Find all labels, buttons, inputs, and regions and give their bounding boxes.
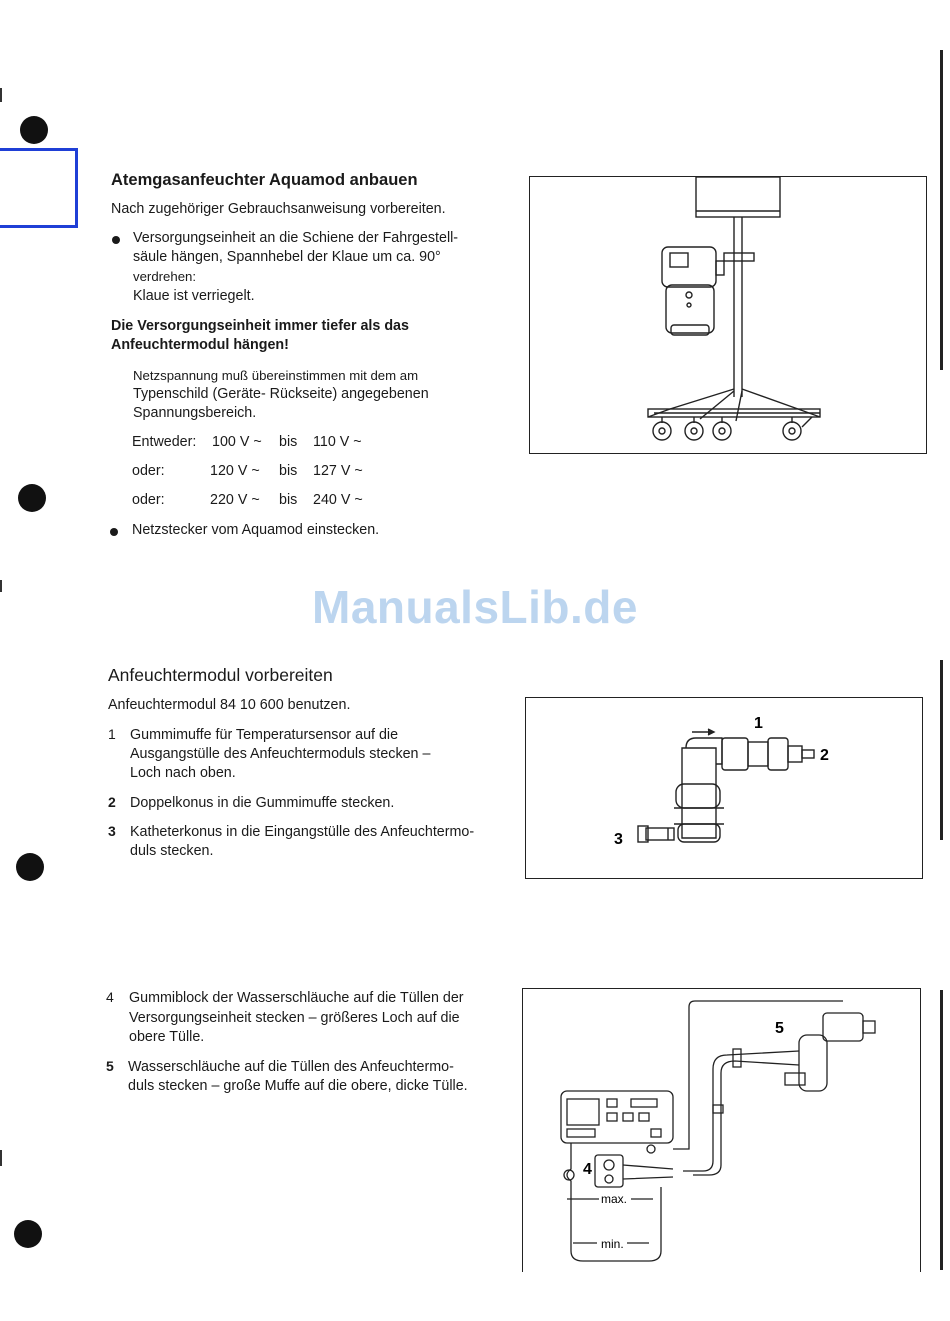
callout-1: 1 (754, 715, 763, 732)
step-number: 2 (108, 794, 116, 810)
voltage-bis: bis (279, 434, 298, 450)
figure-humidifier-module (525, 697, 923, 879)
result-line: Klaue ist verriegelt. (133, 288, 255, 304)
voltage-from: 120 V ~ (210, 463, 260, 479)
callout-4: 4 (583, 1161, 592, 1178)
margin-punch-hole (14, 1220, 42, 1248)
intro-text: Nach zugehöriger Gebrauchsanweisung vorbereiten. (111, 201, 446, 217)
warning-line: Anfeuchtermodul hängen! (111, 337, 289, 353)
margin-mark (0, 1150, 2, 1166)
intro-text: Anfeuchtermodul 84 10 600 benutzen. (108, 697, 351, 713)
note-line: Netzspannung muß übereinstimmen mit dem am (133, 368, 419, 383)
trolley-illustration (530, 177, 926, 453)
page-edge-bar (940, 660, 943, 840)
voltage-to: 110 V ~ (313, 434, 362, 450)
step-line: Katheterkonus in die Eingangstülle des Anfeuchtermo- (130, 824, 475, 840)
step-number: 1 (108, 726, 116, 742)
section-title-module: Anfeuchtermodul vorbereiten (108, 665, 333, 685)
step-line: Ausgangstülle des Anfeuchtermoduls stecken – (130, 746, 431, 762)
callout-5: 5 (775, 1020, 784, 1037)
note-line: Typenschild (Geräte- Rückseite) angegebenen (133, 386, 429, 402)
callout-3: 3 (614, 831, 623, 848)
step-line: duls stecken. (130, 843, 214, 859)
step-line: Loch nach oben. (130, 765, 236, 781)
step-line: Versorgungseinheit stecken – größeres Loch auf die (129, 1010, 460, 1026)
voltage-to: 127 V ~ (313, 463, 363, 479)
step-line: Wasserschläuche auf die Tüllen des Anfeuchtermo- (128, 1059, 454, 1075)
margin-punch-hole (16, 853, 44, 881)
watermark: ManualsLib.de (312, 581, 638, 633)
min-mark-label: min. (601, 1237, 624, 1251)
module-illustration (526, 698, 922, 878)
voltage-to: 240 V ~ (313, 492, 363, 508)
voltage-label: oder: (132, 463, 165, 479)
callout-2: 2 (820, 747, 829, 764)
highlight-frame (0, 148, 78, 228)
step-line: Doppelkonus in die Gummimuffe stecken. (130, 795, 395, 811)
voltage-bis: bis (279, 492, 298, 508)
instruction-line: säule hängen, Spannhebel der Klaue um ca. 90° (133, 249, 441, 265)
step-line: obere Tülle. (129, 1029, 205, 1045)
section-title-aquamod: Atemgasanfeuchter Aquamod anbauen (111, 171, 418, 189)
step-number: 3 (108, 823, 116, 839)
page-edge-bar (940, 50, 943, 370)
step-line: duls stecken – große Muffe auf die obere, dicke Tülle. (128, 1078, 468, 1094)
instruction-line: verdrehen: (133, 269, 197, 284)
page-edge-bar (940, 990, 943, 1270)
bullet-marker (112, 236, 120, 244)
warning-line: Die Versorgungseinheit immer tiefer als das (111, 318, 409, 334)
voltage-label: oder: (132, 492, 165, 508)
figure-water-hoses (522, 988, 921, 1272)
margin-punch-hole (20, 116, 48, 144)
margin-mark (0, 88, 2, 102)
voltage-from: 220 V ~ (210, 492, 260, 508)
voltage-from: 100 V ~ (212, 434, 262, 450)
note-line: Spannungsbereich. (133, 405, 257, 421)
supply-unit-illustration (523, 989, 920, 1272)
max-mark-label: max. (601, 1192, 628, 1206)
instruction-line: Netzstecker vom Aquamod einstecken. (132, 522, 380, 538)
instruction-line: Versorgungseinheit an die Schiene der Fahrgestell- (133, 230, 459, 246)
voltage-bis: bis (279, 463, 298, 479)
margin-punch-hole (18, 484, 46, 512)
figure-trolley (529, 176, 927, 454)
step-number: 5 (106, 1058, 114, 1074)
step-line: Gummiblock der Wasserschläuche auf die Tüllen der (129, 990, 464, 1006)
bullet-marker (110, 528, 118, 536)
step-line: Gummimuffe für Temperatursensor auf die (130, 727, 399, 743)
voltage-label: Entweder: (132, 434, 197, 450)
step-number: 4 (106, 989, 114, 1005)
